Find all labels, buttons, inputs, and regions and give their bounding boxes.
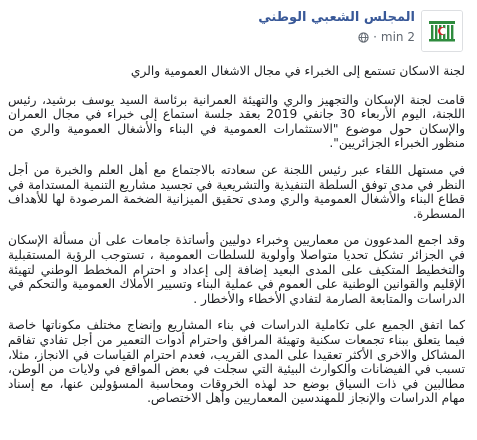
post-paragraph: قامت لجنة الإسكان والتجهيز والري والتهيئة العمرانية برئاسة السيد يوسف برشيد، رئيس اللجنة، اليوم الأربعاء 30 جانفي 2019 بعقد جلسة استماع إلى خبراء في مجال العمران والإسكان حول موضوع "الاستثمارات العمومية في البناء والأشغال العمومية والري من منظور الخبراء الجزائريين". [8,92,466,151]
post-paragraph: كما اتفق الجميع على تكاملية الدراسات في بناء المشاريع وإنضاج مختلف مكوناتها خاصة فيما يتعلق ببناء تجمعات سكنية وتهيئة المرافق واحترام أدوات التعمير من أجل تفادي تفاقم المشاكل والاخرى الأكثر تعقيدا على المدى القريب، فعدم احترام القياسات في الانجاز، مثلا، تسبب في الفيضانات والكوارث البيئية التي سجلت في بعض المواقع في ولايات من الوطن، مطالبين في ذات السياق بوضع حد لهذه الخروقات ومحاسبة المسؤولين عنها، مع إسناد مهام الدراسات والإنجاز للمهندسين المعماريين وأهل الاختصاص. [8,318,465,406]
post-meta [358,30,415,44]
parliament-emblem-icon [422,11,462,51]
post-time[interactable]: 2 min [380,30,415,44]
post-title: لجنة الاسكان تستمع إلى الخبراء في مجال الاشغال العمومية والري [130,64,465,78]
post-header [0,6,477,54]
post-paragraph: وقد اجمع المدعوون من معماريين وخبراء دوليين وأساتذة جامعات على أن مسألة الإسكان في الجزائر تشكل تحديا متواصلا وأولوية للسلطات العمومية ، تستوجب الرؤية المستقبلية والتخطيط المتكيف على المدى البعيد إضافة إلى إعداد و احترام المخطط الوطني لتهيئة الإقليم والقوانين الوطنية على العموم في عملية البناء وتسيير الأملاك العمومية والتحكم في الدراسات والمتابعة الصارمة لتفادي الأخطاء والأخطار . [8,233,465,306]
post-body [8,64,465,418]
meta-separator: · [373,30,377,44]
page-avatar[interactable] [421,10,463,52]
globe-icon[interactable] [358,32,369,43]
post-paragraph: في مستهل اللقاء عبر رئيس اللجنة عن سعادته بالاجتماع مع أهل العلم والخبرة من أجل النظر في مدى توفق السلطة التنفيذية والتشريعية في تجسيد مشاريع التنمية المستدامة في قطاع البناء والأشغال العمومية والري ومدى تحقيق الميزانية الضخمة المرصودة لها للأهداف المسطرة. [8,162,465,221]
page-name-link[interactable]: المجلس الشعبي الوطني [258,10,415,25]
